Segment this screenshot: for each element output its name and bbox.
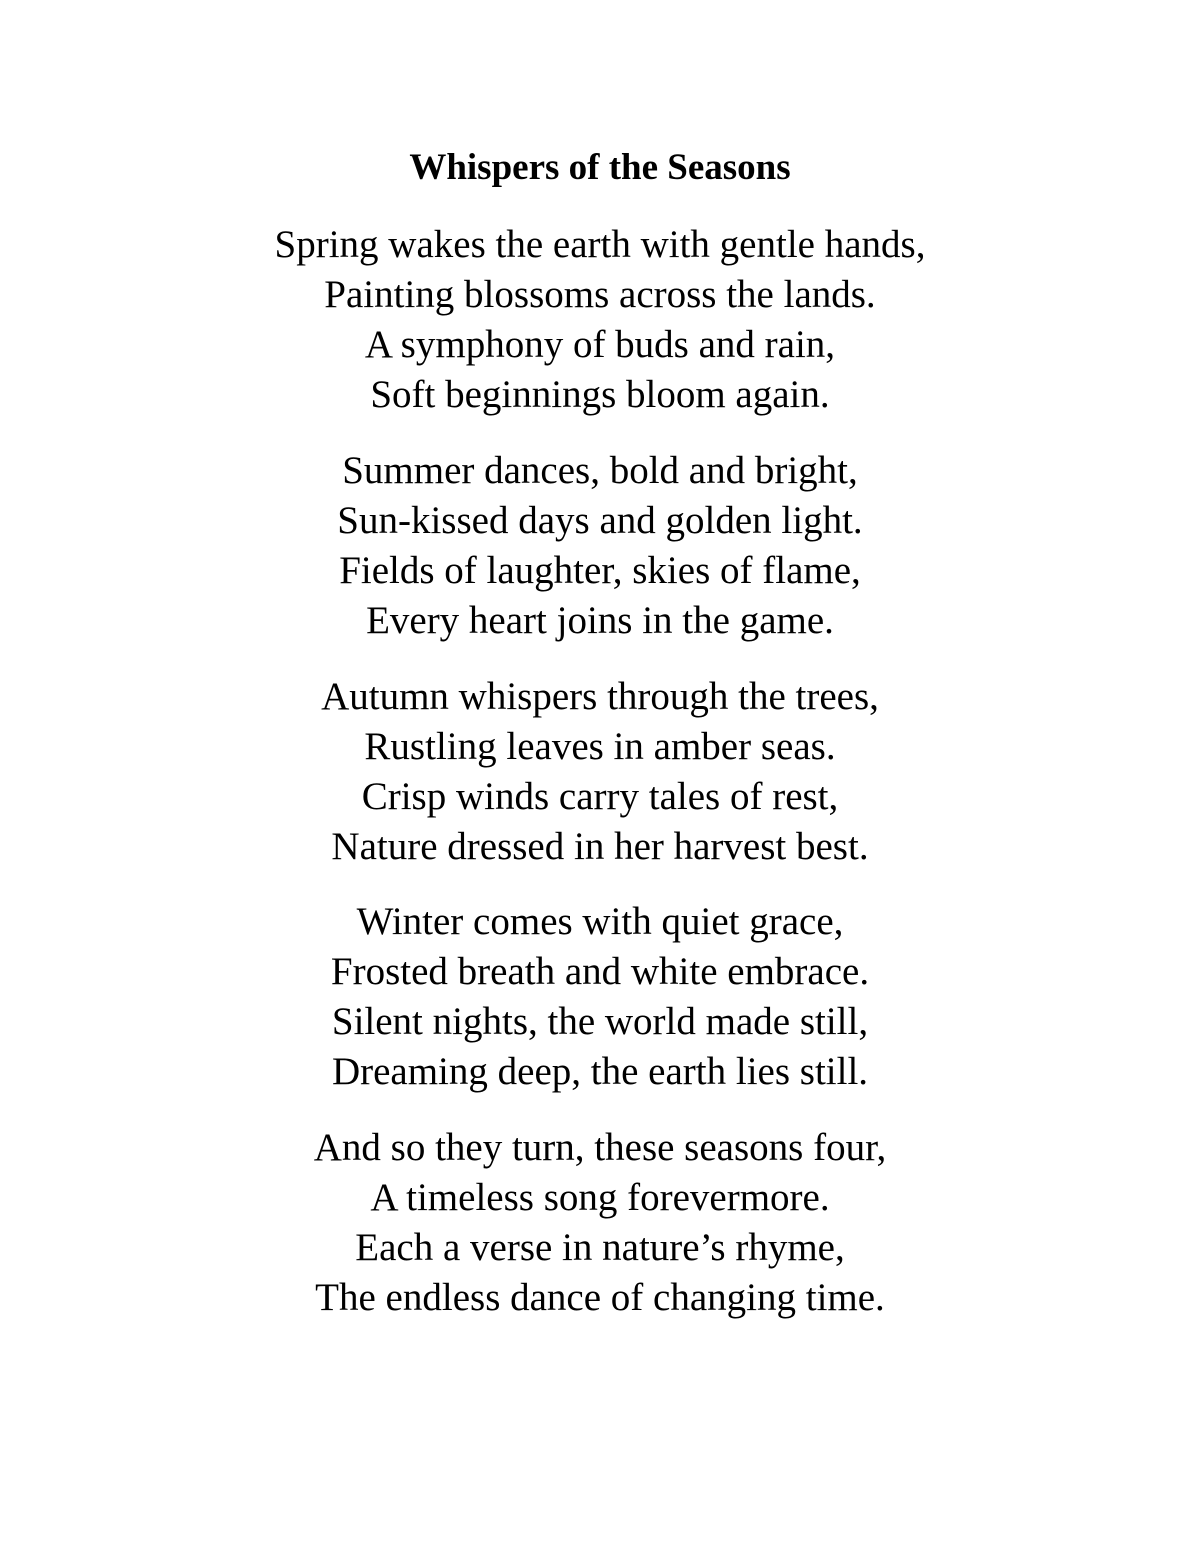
poem-line: Spring wakes the earth with gentle hands,	[274, 223, 926, 266]
stanza-summer	[0, 446, 1200, 646]
poem-line: Winter comes with quiet grace,	[356, 900, 844, 943]
poem-line: Crisp winds carry tales of rest,	[361, 775, 839, 818]
poem-line: Rustling leaves in amber seas.	[364, 725, 836, 768]
poem-line: Fields of laughter, skies of flame,	[339, 549, 861, 592]
poem-line: Summer dances, bold and bright,	[342, 449, 858, 492]
poem-line: And so they turn, these seasons four,	[313, 1126, 887, 1169]
poem-title: Whispers of the Seasons	[409, 147, 791, 188]
stanza-autumn	[0, 672, 1200, 872]
poem-line: The endless dance of changing time.	[315, 1276, 885, 1319]
poem-line: Painting blossoms across the lands.	[324, 273, 876, 316]
stanza-closing	[0, 1123, 1200, 1323]
poem-line: Frosted breath and white embrace.	[330, 950, 870, 993]
poem-line: Each a verse in nature’s rhyme,	[355, 1226, 845, 1269]
poem-line: Dreaming deep, the earth lies still.	[331, 1050, 869, 1093]
poem-line: Nature dressed in her harvest best.	[331, 825, 869, 868]
poem-line: Every heart joins in the game.	[366, 599, 834, 642]
poem-line: Autumn whispers through the trees,	[321, 675, 879, 718]
poem-line: A symphony of buds and rain,	[364, 323, 836, 366]
poem-line: Silent nights, the world made still,	[331, 1000, 869, 1043]
stanza-winter	[0, 897, 1200, 1097]
stanza-spring	[0, 220, 1200, 420]
poem-line: Soft beginnings bloom again.	[370, 373, 830, 416]
poem-line: A timeless song forevermore.	[370, 1176, 830, 1219]
poem-line: Sun-kissed days and golden light.	[337, 499, 863, 542]
